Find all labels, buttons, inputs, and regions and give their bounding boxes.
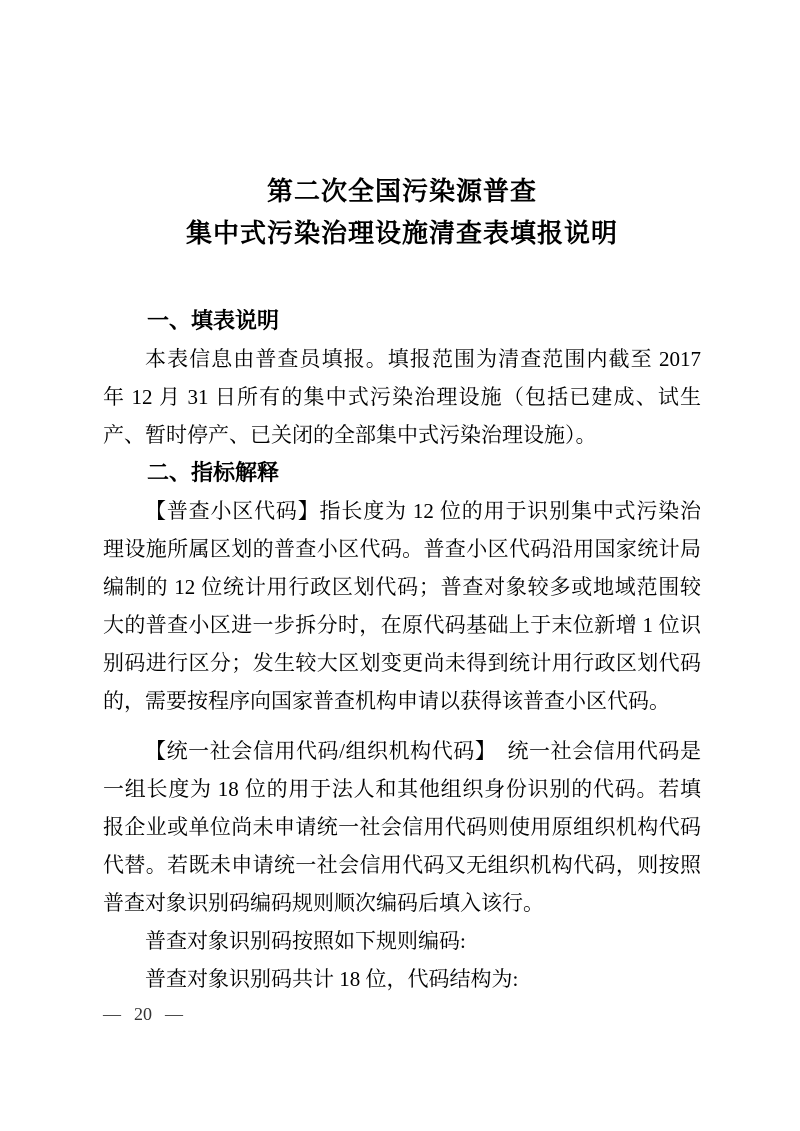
footer-dash-left: — [103, 1004, 121, 1024]
document-title [103, 170, 701, 254]
paragraph-census-area-code: 【普查小区代码】指长度为 12 位的用于识别集中式污染治理设施所属区划的普查小区代码。普查小区代码沿用国家统计局编制的 12 位统计用行政区划代码；普查对象较多或地域范围较大的普查小区进一步拆分时，在原代码基础上于末位新增 1 位识别码进行区分；发生较大区划变更尚未得到统计用行政区划代码的，需要按程序向国家普查机构申请以获得该普查小区代码。 [103, 499, 701, 713]
document-title-line1: 第二次全国污染源普查 [266, 176, 537, 206]
paragraph-identifier-coding-rule-intro: 普查对象识别码按照如下规则编码: [145, 929, 466, 953]
footer-dash-right: — [165, 1004, 183, 1024]
section-heading-form-instructions: 一、填表说明 [147, 308, 280, 333]
document-body [103, 302, 701, 998]
page-footer [103, 1003, 183, 1025]
document-title-line2: 集中式污染治理设施清查表填报说明 [185, 218, 618, 248]
page-number: 20 [134, 1004, 152, 1024]
section-heading-indicator-explanation: 二、指标解释 [147, 460, 280, 485]
paragraph-reporting-scope: 本表信息由普查员填报。填报范围为清查范围内截至 2017 年 12 月 31 日所有的集中式污染治理设施（包括已建成、试生产、暂时停产、已关闭的全部集中式污染治理设施）。 [103, 347, 701, 447]
paragraph-unified-social-credit-code: 【统一社会信用代码/组织机构代码】 统一社会信用代码是一组长度为 18 位的用于法人和其他组织身份识别的代码。若填报企业或单位尚未申请统一社会信用代码则使用原组织机构代码代替。若既未申请统一社会信用代码又无组织机构代码，则按照普查对象识别码编码规则顺次编码后填入该行。 [103, 739, 701, 915]
paragraph-identifier-code-structure-intro: 普查对象识别码共计 18 位，代码结构为: [145, 967, 519, 991]
